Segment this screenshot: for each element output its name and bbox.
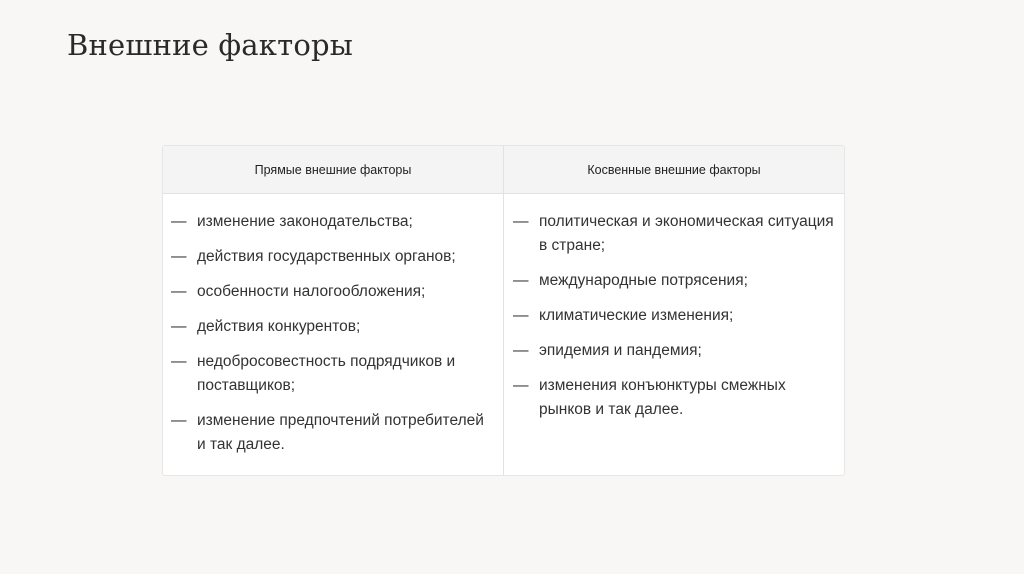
list-item	[163, 409, 503, 457]
list-item-text: изменение предпочтений потребителей и так далее.	[197, 412, 484, 453]
indirect-factors-list	[504, 194, 844, 433]
dash-bullet: —	[171, 283, 187, 300]
dash-bullet: —	[171, 412, 187, 429]
list-item-text: изменения конъюнктуры смежных рынков и так далее.	[539, 377, 786, 418]
dash-bullet: —	[513, 342, 529, 359]
indirect-factors-column	[503, 146, 844, 475]
list-item-text: недобросовестность подрядчиков и поставщиков;	[197, 353, 456, 394]
list-item-text: международные потрясения;	[539, 272, 748, 289]
dash-bullet: —	[513, 307, 529, 324]
dash-bullet: —	[171, 213, 187, 230]
column-header-direct: Прямые внешние факторы	[163, 146, 503, 194]
dash-bullet: —	[171, 318, 187, 335]
dash-bullet: —	[513, 213, 529, 230]
list-item-text: особенности налогообложения;	[197, 283, 426, 300]
list-item-text: климатические изменения;	[539, 307, 734, 324]
dash-bullet: —	[513, 377, 529, 394]
slide-title: Внешние факторы	[67, 28, 354, 62]
list-item	[163, 280, 503, 304]
list-item-text: действия государственных органов;	[197, 248, 456, 265]
list-item-text: эпидемия и пандемия;	[539, 342, 702, 359]
list-item	[504, 339, 844, 363]
dash-bullet: —	[171, 248, 187, 265]
direct-factors-list	[163, 194, 503, 468]
direct-factors-column	[163, 146, 503, 475]
column-header-indirect: Косвенные внешние факторы	[504, 146, 844, 194]
dash-bullet: —	[171, 353, 187, 370]
factors-table	[162, 145, 845, 476]
list-item-text: политическая и экономическая ситуация в стране;	[539, 213, 834, 254]
list-item	[163, 245, 503, 269]
list-item-text: изменение законодательства;	[197, 213, 413, 230]
list-item	[504, 374, 844, 422]
list-item	[163, 210, 503, 234]
list-item	[504, 269, 844, 293]
list-item	[163, 315, 503, 339]
dash-bullet: —	[513, 272, 529, 289]
list-item	[504, 210, 844, 258]
list-item-text: действия конкурентов;	[197, 318, 361, 335]
list-item	[163, 350, 503, 398]
list-item	[504, 304, 844, 328]
